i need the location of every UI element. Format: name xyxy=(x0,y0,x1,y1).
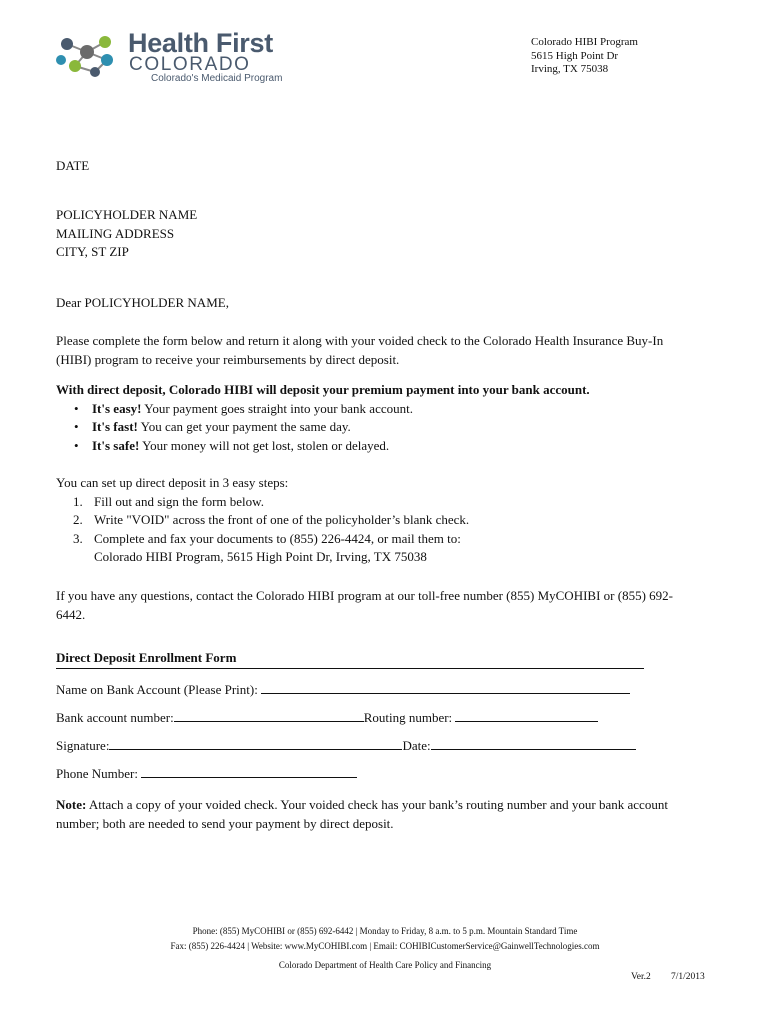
recipient-block xyxy=(56,206,197,262)
return-address-line: Colorado HIBI Program xyxy=(531,36,638,48)
list-item: 2. Write "VOID" across the front of one of the policyholder’s blank check. xyxy=(73,512,470,527)
logo-title: Health First xyxy=(128,28,273,58)
salutation: Dear POLICYHOLDER NAME, xyxy=(56,295,229,310)
steps-heading: You can set up direct deposit in 3 easy steps: xyxy=(56,475,289,490)
recipient-city: CITY, ST ZIP xyxy=(56,244,129,259)
footer-contact-web: Fax: (855) 226-4424 | Website: www.MyCOHIBI.com | Email: COHIBICustomerService@GainwellTechnologies.com xyxy=(170,941,600,951)
name-field[interactable] xyxy=(261,679,630,694)
routing-number-label: Routing number: xyxy=(363,710,456,725)
recipient-address: MAILING ADDRESS xyxy=(56,225,175,241)
health-first-colorado-logo xyxy=(55,30,305,90)
phone-number-field[interactable] xyxy=(141,763,357,778)
phone-row xyxy=(56,763,357,784)
signature-row xyxy=(56,735,636,756)
signature-label: Signature: xyxy=(56,738,110,753)
form-title: Direct Deposit Enrollment Form xyxy=(56,649,644,669)
questions-paragraph: If you have any questions, contact the Colorado HIBI program at our toll-free number (855) MyCOHIBI or (855) 692-6442. xyxy=(56,588,673,622)
steps-section xyxy=(56,474,696,567)
logo-dots-icon xyxy=(55,34,123,78)
recipient-name: POLICYHOLDER NAME xyxy=(56,207,198,222)
name-field-row xyxy=(56,679,630,700)
date-label: Date: xyxy=(402,738,431,753)
signature-field[interactable] xyxy=(109,735,402,750)
account-field-row xyxy=(56,707,598,728)
version-label: Ver.2 xyxy=(631,972,651,982)
date-field[interactable] xyxy=(431,735,636,750)
letter-date: DATE xyxy=(56,158,90,173)
account-number-label: Bank account number: xyxy=(56,710,174,725)
routing-number-field[interactable] xyxy=(455,707,598,722)
account-number-field[interactable] xyxy=(174,707,364,722)
logo-tagline: Colorado's Medicaid Program xyxy=(151,73,283,84)
return-address-line: Irving, TX 75038 xyxy=(531,63,609,75)
list-item: 1. Fill out and sign the form below. xyxy=(73,493,264,509)
list-item: 3. Complete and fax your documents to (855) 226-4424, or mail them to: Colorado HIBI Program, 5615 High Point Dr, Irving, TX 75038 xyxy=(73,530,461,564)
footer-department: Colorado Department of Health Care Policy and Financing xyxy=(278,960,492,970)
phone-number-label: Phone Number: xyxy=(56,766,142,781)
version-date: 7/1/2013 xyxy=(671,972,705,982)
benefits-heading: With direct deposit, Colorado HIBI will deposit your premium payment into your bank account. xyxy=(56,382,590,397)
intro-paragraph: Please complete the form below and return it along with your voided check to the Colorado Health Insurance Buy-In (HIBI) program to receive your reimbursements by direct deposit. xyxy=(56,333,664,367)
note-label: Note: xyxy=(56,797,87,812)
return-address xyxy=(531,36,638,77)
return-address-line: 5615 High Point Dr xyxy=(531,49,619,62)
list-item: • It's fast! You can get your payment the same day. xyxy=(56,418,696,437)
benefits-section xyxy=(56,381,696,455)
list-item: • It's easy! Your payment goes straight into your bank account. xyxy=(56,400,696,419)
name-field-label: Name on Bank Account (Please Print): xyxy=(56,682,262,697)
logo-subtitle: COLORADO xyxy=(129,54,251,75)
note-text: Attach a copy of your voided check. Your voided check has your bank’s routing number and your bank account number; both are needed to send your payment by direct deposit. xyxy=(56,797,668,831)
note-paragraph xyxy=(56,796,676,833)
list-item: • It's safe! Your money will not get lost, stolen or delayed. xyxy=(56,437,696,456)
footer-contact-phone: Phone: (855) MyCOHIBI or (855) 692-6442 | Monday to Friday, 8 a.m. to 5 p.m. Mountain Standard Time xyxy=(192,926,578,936)
